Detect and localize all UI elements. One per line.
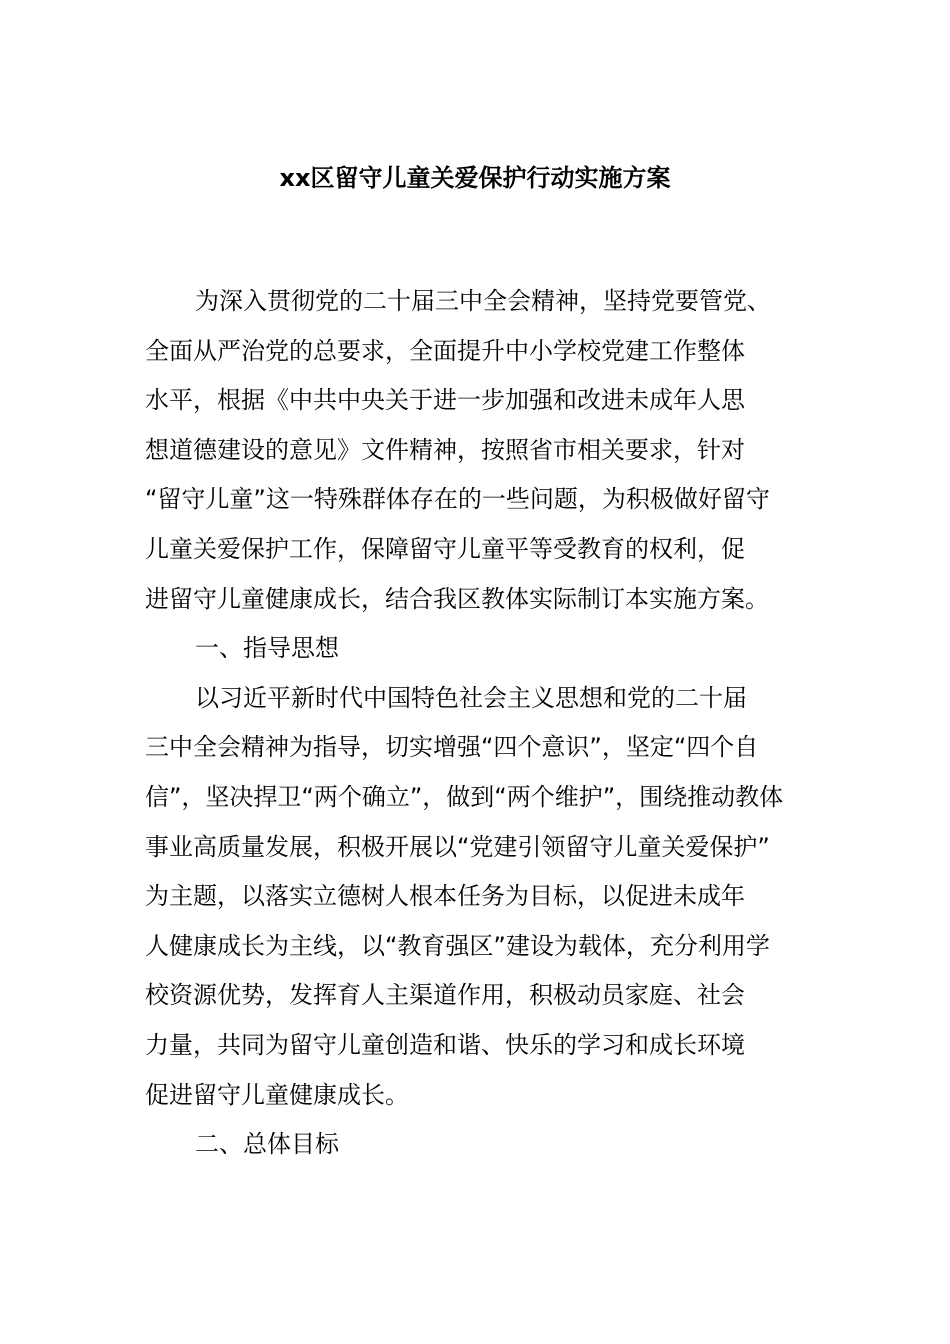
paragraph-line: 进留守儿童健康成长，结合我区教体实际制订本实施方案。 [145, 584, 769, 613]
paragraph-line: 儿童关爱保护工作，保障留守儿童平等受教育的权利，促 [145, 534, 745, 563]
paragraph-line: 以习近平新时代中国特色社会主义思想和党的二十届 [195, 683, 747, 712]
section-heading: 一、指导思想 [195, 634, 339, 663]
paragraph-line: 为主题，以落实立德树人根本任务为目标，以促进未成年 [145, 882, 745, 911]
document-body [145, 277, 810, 1170]
paragraph-line: 三中全会精神为指导，切实增强“四个意识”，坚定“四个自 [145, 733, 759, 762]
paragraph-line: “留守儿童”这一特殊群体存在的一些问题，为积极做好留守 [145, 485, 770, 514]
paragraph-line: 力量，共同为留守儿童创造和谐、快乐的学习和成长环境 [145, 1030, 745, 1059]
paragraph-line: 促进留守儿童健康成长。 [145, 1080, 409, 1109]
paragraph-line: 水平，根据《中共中央关于进一步加强和改进未成年人思 [145, 386, 745, 415]
paragraph-line: 为深入贯彻党的二十届三中全会精神，坚持党要管党、 [195, 287, 771, 315]
paragraph-line: 校资源优势，发挥育人主渠道作用，积极动员家庭、社会 [145, 981, 745, 1010]
paragraph-line: 全面从严治党的总要求，全面提升中小学校党建工作整体 [145, 336, 745, 365]
paragraph-line: 想道德建设的意见》文件精神，按照省市相关要求，针对 [145, 435, 745, 464]
section-heading: 二、总体目标 [195, 1130, 339, 1159]
paragraph-line: 事业高质量发展，积极开展以“党建引领留守儿童关爱保护” [145, 832, 770, 861]
paragraph-line: 人健康成长为主线，以“教育强区”建设为载体，充分利用学 [145, 931, 770, 960]
paragraph-line: 信”，坚决捍卫“两个确立”，做到“两个维护”，围绕推动教体 [145, 782, 784, 811]
document-title: xx区留守儿童关爱保护行动实施方案 [279, 164, 671, 192]
